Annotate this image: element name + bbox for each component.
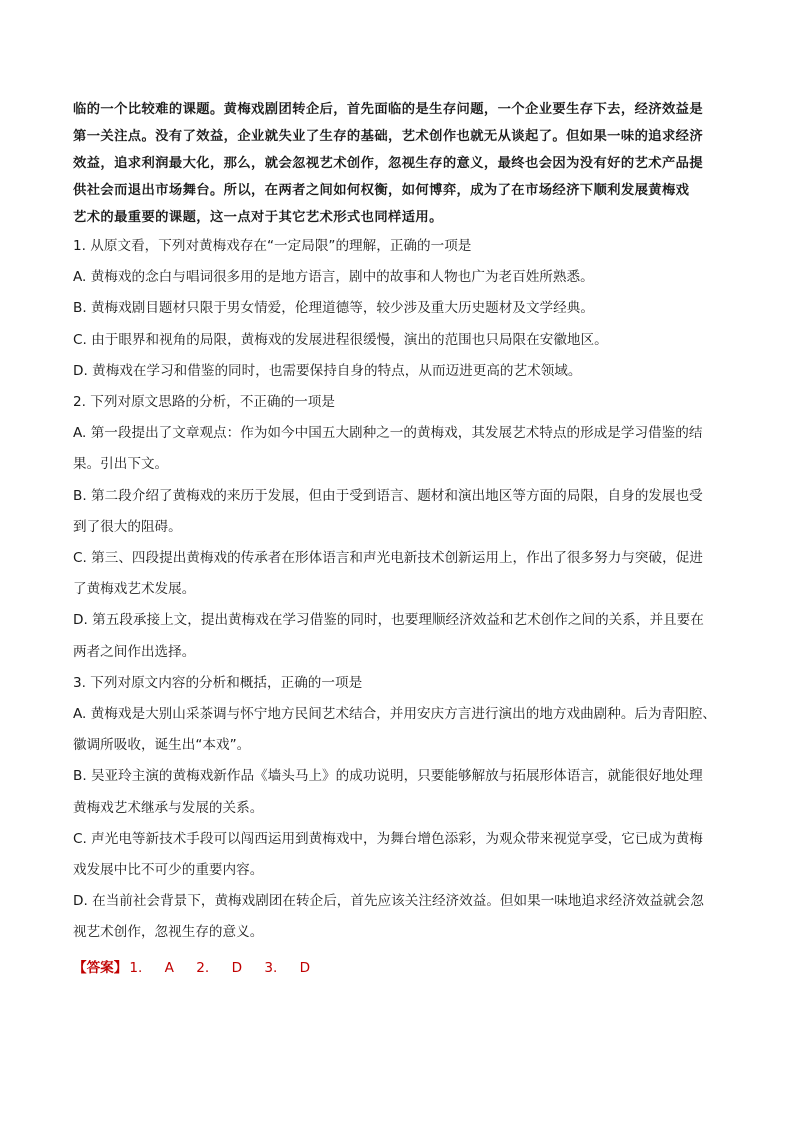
- passage-line: 供社会而退出市场舞台。所以，在两者之间如何权衡，如何博弈，成为了在市场经济下顺利发展黄梅戏: [73, 183, 690, 198]
- option-d: D. 在当前社会背景下，黄梅戏剧团在转企后，首先应该关注经济效益。但如果一味地追求经济效益就会忽: [73, 893, 704, 910]
- option-b: B. 吴亚玲主演的黄梅戏新作品《墙头马上》的成功说明，只要能够解放与拓展形体语言，就能很好地处理: [73, 768, 703, 785]
- option-a: A. 第一段提出了文章观点：作为如今中国五大剧种之一的黄梅戏，其发展艺术特点的形成是学习借鉴的结: [73, 425, 703, 442]
- option-b-cont: 到了很大的阻碍。: [73, 518, 182, 535]
- answer-line: [73, 953, 723, 984]
- option-c-cont: 戏发展中比不可少的重要内容。: [73, 862, 264, 879]
- question-stem: 2. 下列对原文思路的分析，不正确的一项是: [73, 394, 335, 411]
- option-d: D. 第五段承接上文，提出黄梅戏在学习借鉴的同时，也要理顺经济效益和艺术创作之间的关系，并且要在: [73, 612, 704, 629]
- question-stem: 3. 下列对原文内容的分析和概括，正确的一项是: [73, 674, 363, 691]
- option-a-cont: 果。引出下文。: [73, 456, 169, 473]
- answer-values: 1. A 2. D 3. D: [129, 959, 311, 976]
- passage-text: [73, 96, 723, 231]
- option-a: A. 黄梅戏的念白与唱词很多用的是地方语言，剧中的故事和人物也广为老百姓所熟悉。: [73, 269, 594, 286]
- option-d-cont: 两者之间作出选择。: [73, 643, 196, 660]
- option-b-cont: 黄梅戏艺术继承与发展的关系。: [73, 799, 264, 816]
- passage-line: 效益，追求利润最大化，那么，就会忽视艺术创作，忽视生存的意义，最终也会因为没有好的艺术产品提: [73, 156, 704, 171]
- option-a-cont: 徽调所吸收，诞生出“本戏”。: [73, 737, 251, 754]
- question-1: [73, 231, 723, 387]
- option-b: B. 第二段介绍了黄梅戏的来历于发展，但由于受到语言、题材和演出地区等方面的局限，自身的发展也受: [73, 487, 703, 504]
- option-c-cont: 了黄梅戏艺术发展。: [73, 581, 196, 598]
- option-d: D. 黄梅戏在学习和借鉴的同时，也需要保持自身的特点，从而迈进更高的艺术领域。: [73, 362, 582, 379]
- question-stem: 1. 从原文看，下列对黄梅戏存在“一定局限”的理解，正确的一项是: [73, 238, 472, 254]
- passage-line: 临的一个比较难的课题。黄梅戏剧团转企后，首先面临的是生存问题，一个企业要生存下去，经济效益是: [73, 102, 704, 117]
- document-page: [73, 96, 723, 984]
- passage-line: 艺术的最重要的课题，这一点对于其它艺术形式也同样适用。: [73, 210, 443, 225]
- question-3: [73, 668, 723, 949]
- answer-label: 【答案】: [73, 959, 128, 976]
- question-2: [73, 387, 723, 668]
- passage-line: 第一关注点。没有了效益，企业就失业了生存的基础，艺术创作也就无从谈起了。但如果一味的追求经济: [73, 129, 704, 144]
- option-c: C. 第三、四段提出黄梅戏的传承者在形体语言和声光电新技术创新运用上，作出了很多努力与突破，促进: [73, 550, 703, 567]
- option-a: A. 黄梅戏是大别山采茶调与怀宁地方民间艺术结合，并用安庆方言进行演出的地方戏曲剧种。后为青阳腔、: [73, 706, 717, 723]
- option-c: C. 声光电等新技术手段可以闯西运用到黄梅戏中，为舞台增色添彩，为观众带来视觉享受，它已成为黄梅: [73, 830, 703, 847]
- option-b: B. 黄梅戏剧目题材只限于男女情爱，伦理道德等，较少涉及重大历史题材及文学经典。: [73, 300, 594, 317]
- option-c: C. 由于眼界和视角的局限，黄梅戏的发展进程很缓慢，演出的范围也只局限在安徽地区。: [73, 331, 608, 348]
- option-d-cont: 视艺术创作，忽视生存的意义。: [73, 924, 264, 941]
